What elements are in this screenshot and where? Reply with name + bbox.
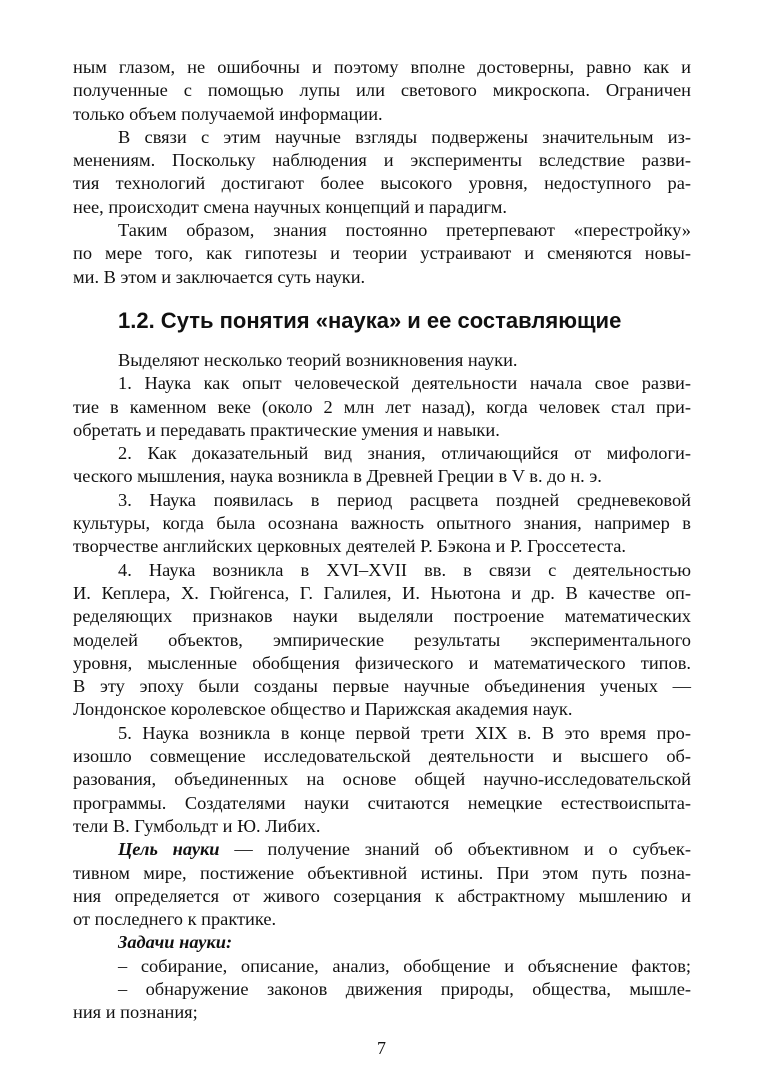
text-line: 2. Как доказательный вид знания, отличающийся от мифологи-: [118, 443, 691, 464]
text-line: ния и познания;: [73, 1002, 198, 1023]
text-line: разования, объединенных на основе общей научно-исследовательской: [73, 769, 691, 790]
text-line: В эту эпоху были созданы первые научные объединения ученых —: [73, 676, 691, 697]
task-item-1: [73, 955, 691, 978]
goal-term: Цель науки: [118, 839, 220, 860]
text-line: Лондонское королевское общество и Парижская академия наук.: [73, 699, 573, 720]
section-heading: 1.2. Суть понятия «наука» и ее составляющие: [118, 307, 622, 333]
paragraph-theories-intro: [73, 349, 691, 372]
text-line: полученные с помощью лупы или светового микроскопа. Ограничен: [73, 80, 691, 101]
page-content: [73, 56, 691, 1025]
text-line: тие в каменном веке (около 2 млн лет назад), когда человек стал при-: [73, 396, 691, 417]
text-line: ным глазом, не ошибочны и поэтому вполне достоверны, равно как и: [73, 57, 691, 77]
text-line: творчестве английских церковных деятелей Р. Бэкона и Р. Гроссетеста.: [73, 536, 626, 557]
paragraph-intro: [73, 56, 691, 126]
paragraph-views-change: [73, 126, 691, 219]
text-line: тия технологий достигают более высокого уровня, недоступного ра-: [73, 173, 691, 194]
text-line: В связи с этим научные взгляды подвержены значительным из-: [118, 126, 691, 147]
text-line: только объем получаемой информации.: [73, 103, 383, 124]
text-line: Выделяют несколько теорий возникновения науки.: [118, 349, 518, 370]
text-line: ределяющих признаков науки выделяли построение математических: [73, 606, 691, 627]
text-line: менениям. Поскольку наблюдения и эксперименты вследствие разви-: [73, 150, 691, 171]
text-line: по мере того, как гипотезы и теории устраивают и сменяются новы-: [73, 243, 691, 264]
text-line: ми. В этом и заключается суть науки.: [73, 266, 366, 287]
text-line: 4. Наука возникла в XVI–XVII вв. в связи с деятельностью: [118, 559, 691, 580]
text-line: моделей объектов, эмпирические результаты экспериментального: [73, 629, 691, 650]
text-line: Таким образом, знания постоянно претерпевают «перестройку»: [118, 220, 691, 241]
paragraph-conclusion: [73, 219, 691, 289]
text-line: И. Кеплера, Х. Гюйгенса, Г. Галилея, И. Ньютона и др. В качестве оп-: [73, 582, 691, 603]
text-line: 1. Наука как опыт человеческой деятельности начала свое разви-: [118, 373, 691, 394]
text-line: [73, 838, 691, 861]
theory-4: [73, 559, 691, 722]
text-line: тивном мире, постижение объективной истины. При этом путь позна-: [73, 862, 691, 883]
page-number: 7: [377, 1038, 386, 1058]
theory-2: [73, 442, 691, 489]
text-line: изошло совмещение исследовательской деятельности и высшего об-: [73, 746, 691, 767]
text-line: – собирание, описание, анализ, обобщение и объяснение фактов;: [118, 955, 691, 976]
goal-definition-start: — получение знаний об объективном и о субъек-: [219, 839, 691, 860]
theory-1: [73, 372, 691, 442]
task-item-2: [73, 978, 691, 1025]
theory-5: [73, 722, 691, 838]
paragraph-goal: [73, 838, 691, 931]
theory-3: [73, 489, 691, 559]
text-line: обретать и передавать практические умения и навыки.: [73, 419, 500, 440]
text-line: культуры, когда была осознана важность опытного знания, например в: [73, 513, 691, 534]
text-line: 3. Наука появилась в период расцвета поздней средневековой: [118, 489, 691, 510]
text-line: от последнего к практике.: [73, 909, 277, 930]
tasks-heading: Задачи науки:: [118, 932, 233, 953]
tasks-heading-paragraph: [73, 931, 691, 954]
text-line: – обнаружение законов движения природы, общества, мышле-: [118, 978, 691, 999]
text-line: тели В. Гумбольдт и Ю. Либих.: [73, 815, 321, 836]
text-line: программы. Создателями науки считаются немецкие естествоиспыта-: [73, 792, 691, 813]
text-line: уровня, мысленные обобщения физического и математического типов.: [73, 652, 691, 673]
text-line: ческого мышления, наука возникла в Древней Греции в V в. до н. э.: [73, 466, 602, 487]
text-line: ния определяется от живого созерцания к абстрактному мышлению и: [73, 885, 691, 906]
text-line: нее, происходит смена научных концепций и парадигм.: [73, 196, 507, 217]
text-line: 5. Наука возникла в конце первой трети XIX в. В это время про-: [118, 722, 691, 743]
